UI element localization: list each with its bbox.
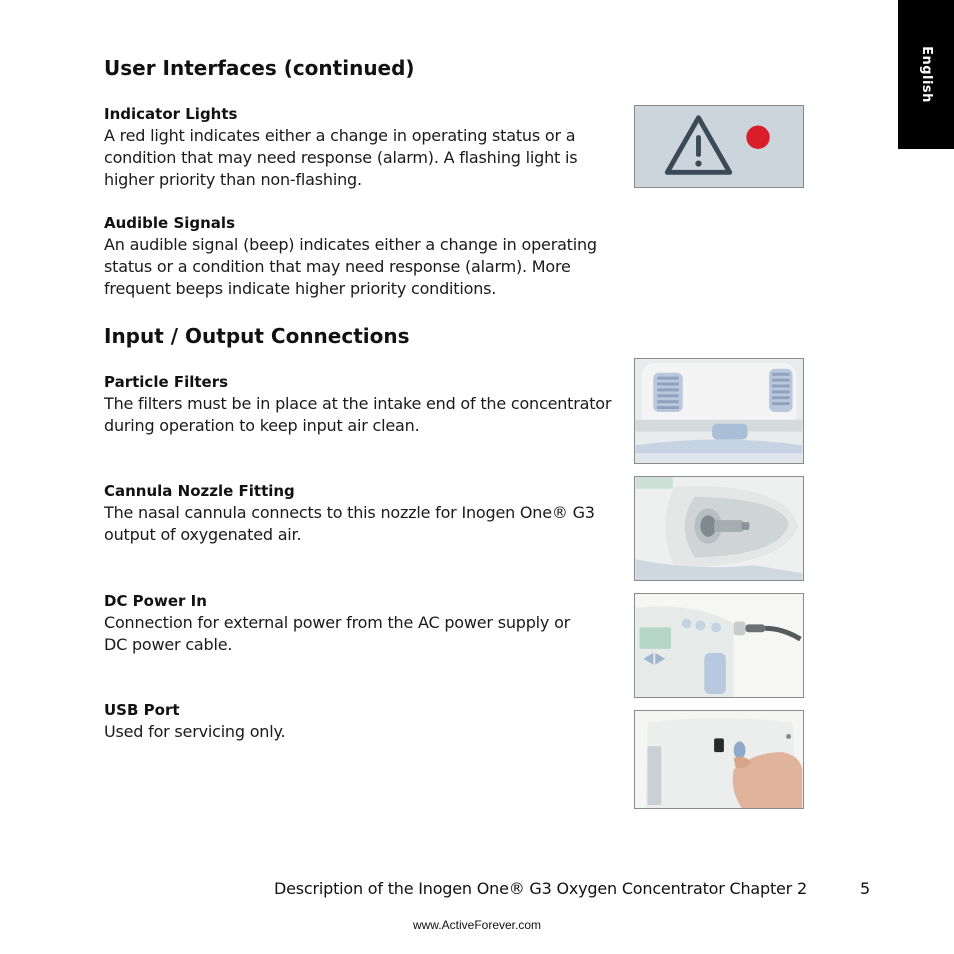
website-url: www.ActiveForever.com	[412, 918, 542, 932]
indicator-lights-line: higher priority than non-flashing.	[104, 170, 362, 189]
dc-power-line: Connection for external power from the AC power supply or	[104, 613, 571, 632]
indicator-panel-svg	[635, 106, 803, 187]
particle-filters-line: during operation to keep input air clean.	[104, 416, 420, 435]
cannula-nozzle-title: Cannula Nozzle Fitting	[104, 482, 295, 500]
usb-port-photo	[634, 710, 804, 809]
indicator-lights-line: A red light indicates either a change in operating status or a	[104, 126, 576, 145]
usb-port-section	[104, 699, 624, 743]
dc-power-line: DC power cable.	[104, 635, 233, 654]
red-indicator-light	[746, 126, 769, 149]
particle-filters-section	[104, 371, 624, 437]
usb-port-svg	[635, 711, 803, 808]
audible-signals-section	[104, 212, 624, 300]
right-filter-grille	[769, 369, 793, 412]
hand	[733, 752, 803, 808]
dc-power-svg	[635, 594, 803, 697]
footer-caption: Description of the Inogen One® G3 Oxygen Concentrator Chapter 2	[274, 879, 807, 898]
indicator-lights-line: condition that may need response (alarm). A flashing light is	[104, 148, 578, 167]
dc-power-section	[104, 590, 624, 656]
audible-signals-title: Audible Signals	[104, 214, 235, 232]
particle-filters-svg	[635, 359, 803, 463]
indicator-lights-title: Indicator Lights	[104, 105, 238, 123]
left-filter-grille	[653, 373, 682, 412]
usb-port-line: Used for servicing only.	[104, 722, 286, 741]
indicator-lights-section	[104, 103, 624, 191]
audible-signals-line: An audible signal (beep) indicates either a change in operating	[104, 235, 597, 254]
cannula-nozzle-line: output of oxygenated air.	[104, 525, 302, 544]
indicator-lights-figure	[634, 105, 804, 188]
section-heading-user-interfaces: User Interfaces (continued)	[104, 56, 415, 80]
usb-port-title: USB Port	[104, 701, 180, 719]
audible-signals-line: status or a condition that may need response (alarm). More	[104, 257, 571, 276]
dc-power-photo	[634, 593, 804, 698]
particle-filters-title: Particle Filters	[104, 373, 229, 391]
cannula-nozzle-photo	[634, 476, 804, 581]
audible-signals-line: frequent beeps indicate higher priority conditions.	[104, 279, 497, 298]
language-tab	[898, 0, 954, 149]
page-number: 5	[860, 879, 871, 898]
particle-filters-line: The filters must be in place at the intake end of the concentrator	[104, 394, 612, 413]
section-heading-input-output: Input / Output Connections	[104, 324, 410, 348]
language-tab-label: English	[918, 46, 934, 103]
cannula-nozzle-svg	[635, 477, 803, 580]
cannula-nozzle-section	[104, 480, 624, 546]
particle-filters-photo	[634, 358, 804, 464]
cannula-nozzle-line: The nasal cannula connects to this nozzle for Inogen One® G3	[104, 503, 595, 522]
dc-power-title: DC Power In	[104, 592, 207, 610]
